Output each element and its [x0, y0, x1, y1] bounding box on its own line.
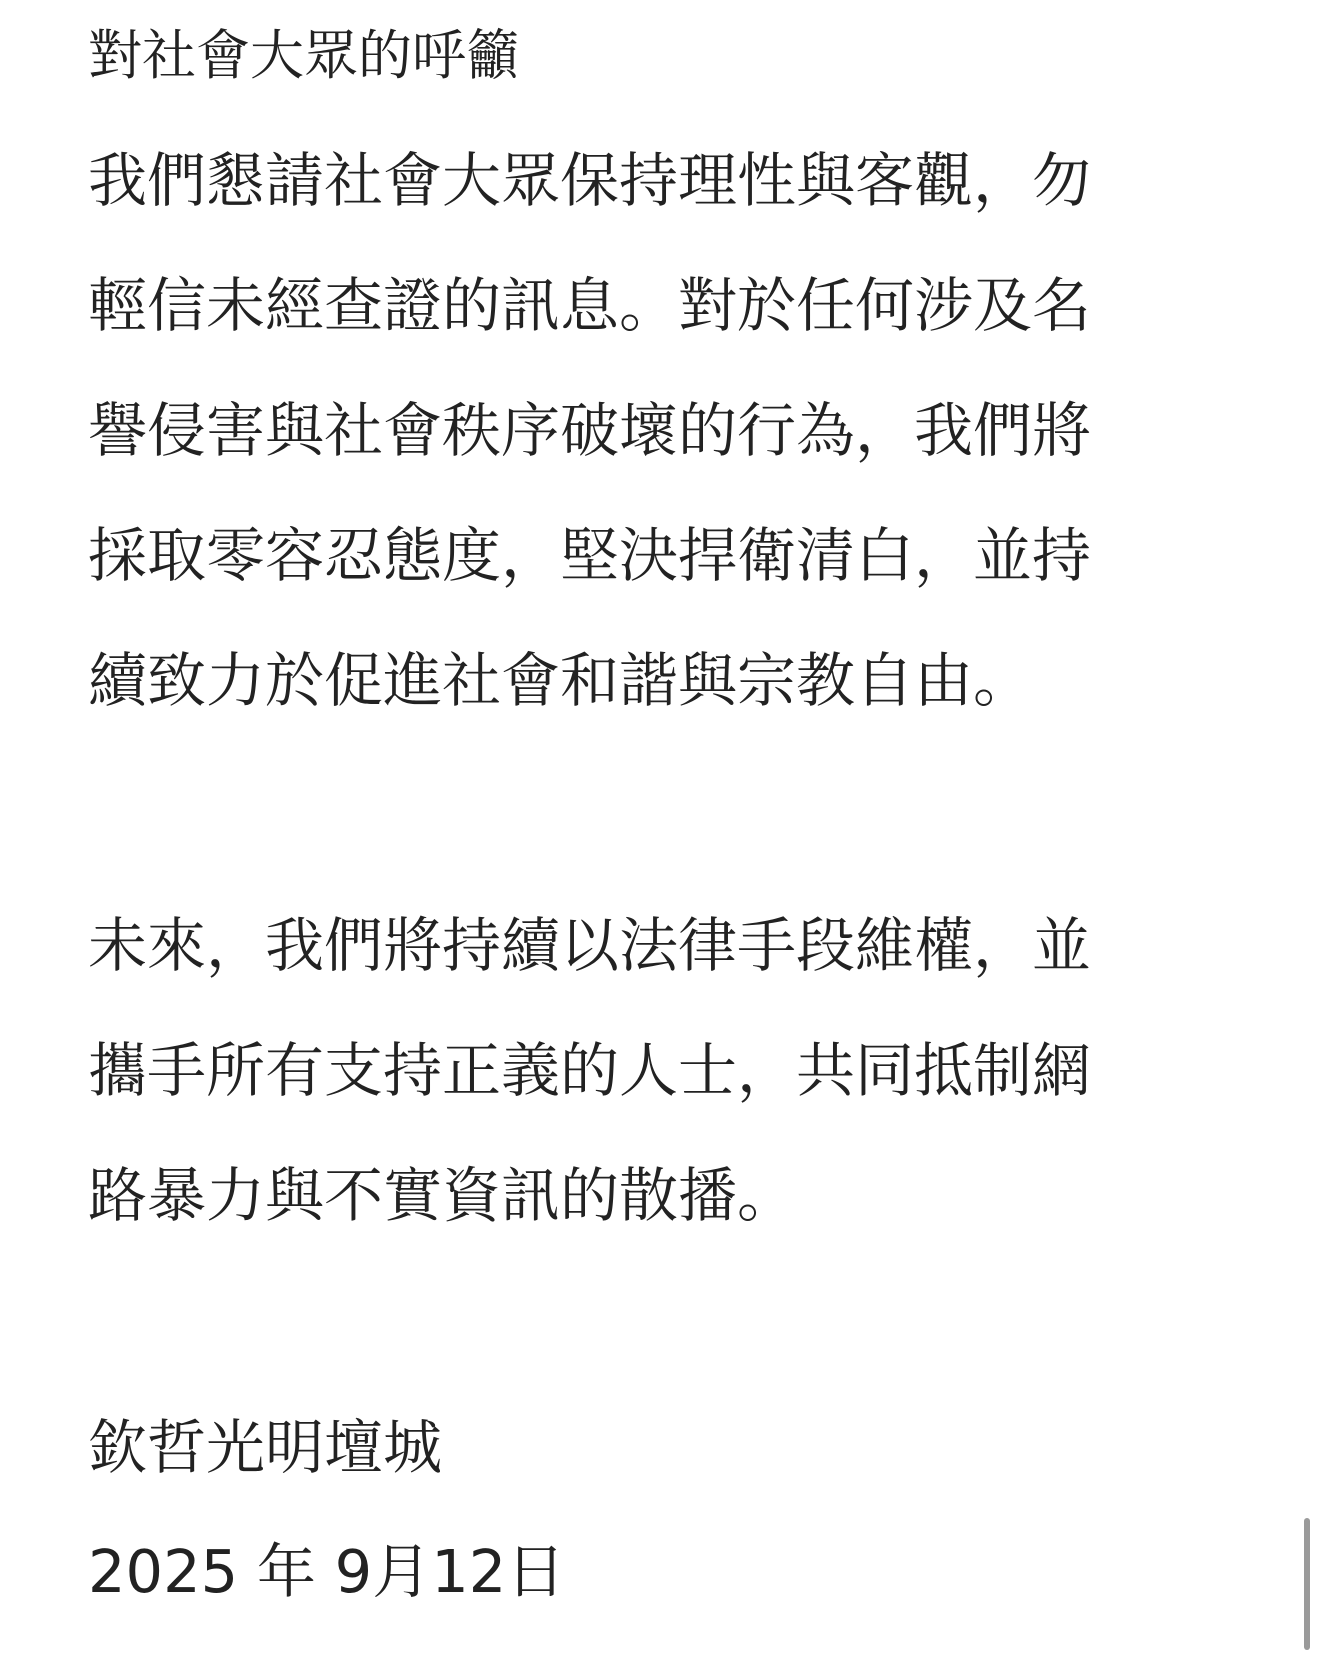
paragraph-line: 我們懇請社會大眾保持理性與客觀，勿 — [88, 146, 1092, 215]
appeal-paragraph — [88, 118, 1228, 743]
paragraph-line: 攜手所有支持正義的人士，共同抵制網 — [88, 1036, 1092, 1105]
paragraph-line: 續致力於促進社會和諧與宗教自由。 — [88, 646, 1033, 715]
future-paragraph — [88, 883, 1228, 1258]
signature-organization: 欽哲光明壇城 — [88, 1413, 443, 1482]
paragraph-line: 採取零容忍態度，堅決捍衛清白，並持 — [88, 521, 1092, 590]
paragraph-line: 未來，我們將持續以法律手段維權，並 — [88, 911, 1092, 980]
paragraph-line: 路暴力與不實資訊的散播。 — [88, 1161, 797, 1230]
paragraph-line: 輕信未經查證的訊息。對於任何涉及名 — [88, 271, 1092, 340]
signature-date: 2025 年 9月12日 — [88, 1537, 566, 1606]
paragraph-line: 譽侵害與社會秩序破壞的行為，我們將 — [88, 396, 1092, 465]
section-heading: 對社會大眾的呼籲 — [88, 24, 520, 87]
vertical-scrollbar[interactable] — [1304, 1518, 1310, 1650]
